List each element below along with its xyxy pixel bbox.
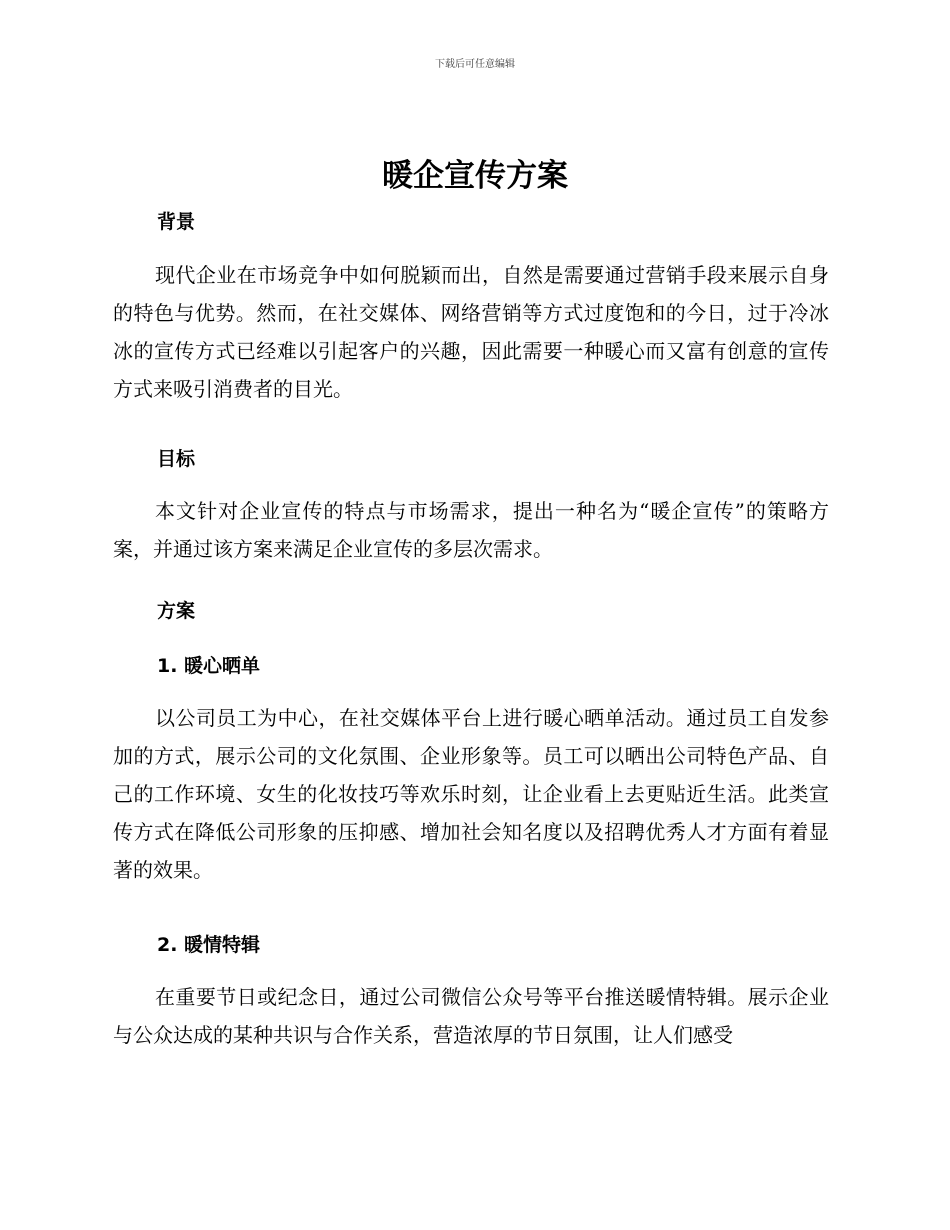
header-note: 下载后可任意编辑 bbox=[435, 59, 515, 70]
section-heading-goal: 目标 bbox=[157, 448, 196, 470]
section-heading-plan: 方案 bbox=[157, 600, 196, 622]
subheading-warm-sharing: 1. 暖心晒单 bbox=[157, 655, 261, 677]
subheading-warm-special: 2. 暖情特辑 bbox=[157, 934, 261, 956]
paragraph-warm-special: 在重要节日或纪念日，通过公司微信公众号等平台推送暖情特辑。展示企业与公众达成的某种共识与合作关系，营造浓厚的节日氛围，让人们感受 bbox=[113, 985, 829, 1047]
paragraph-goal: 本文针对企业宣传的特点与市场需求，提出一种名为“暖企宣传”的策略方案，并通过该方案来满足企业宣传的多层次需求。 bbox=[113, 499, 829, 561]
section-heading-background: 背景 bbox=[157, 211, 196, 233]
paragraph-background: 现代企业在市场竞争中如何脱颖而出，自然是需要通过营销手段来展示自身的特色与优势。然而，在社交媒体、网络营销等方式过度饱和的今日，过于冷冰冰的宣传方式已经难以引起客户的兴趣，因此需要一种暖心而又富有创意的宣传方式来吸引消费者的目光。 bbox=[113, 263, 829, 401]
paragraph-warm-sharing: 以公司员工为中心，在社交媒体平台上进行暖心晒单活动。通过员工自发参加的方式，展示公司的文化氛围、企业形象等。员工可以晒出公司特色产品、自己的工作环境、女生的化妆技巧等欢乐时刻，让企业看上去更贴近生活。此类宣传方式在降低公司形象的压抑感、增加社会知名度以及招聘优秀人才方面有着显著的效果。 bbox=[113, 706, 829, 882]
document-title: 暖企宣传方案 bbox=[382, 158, 568, 194]
